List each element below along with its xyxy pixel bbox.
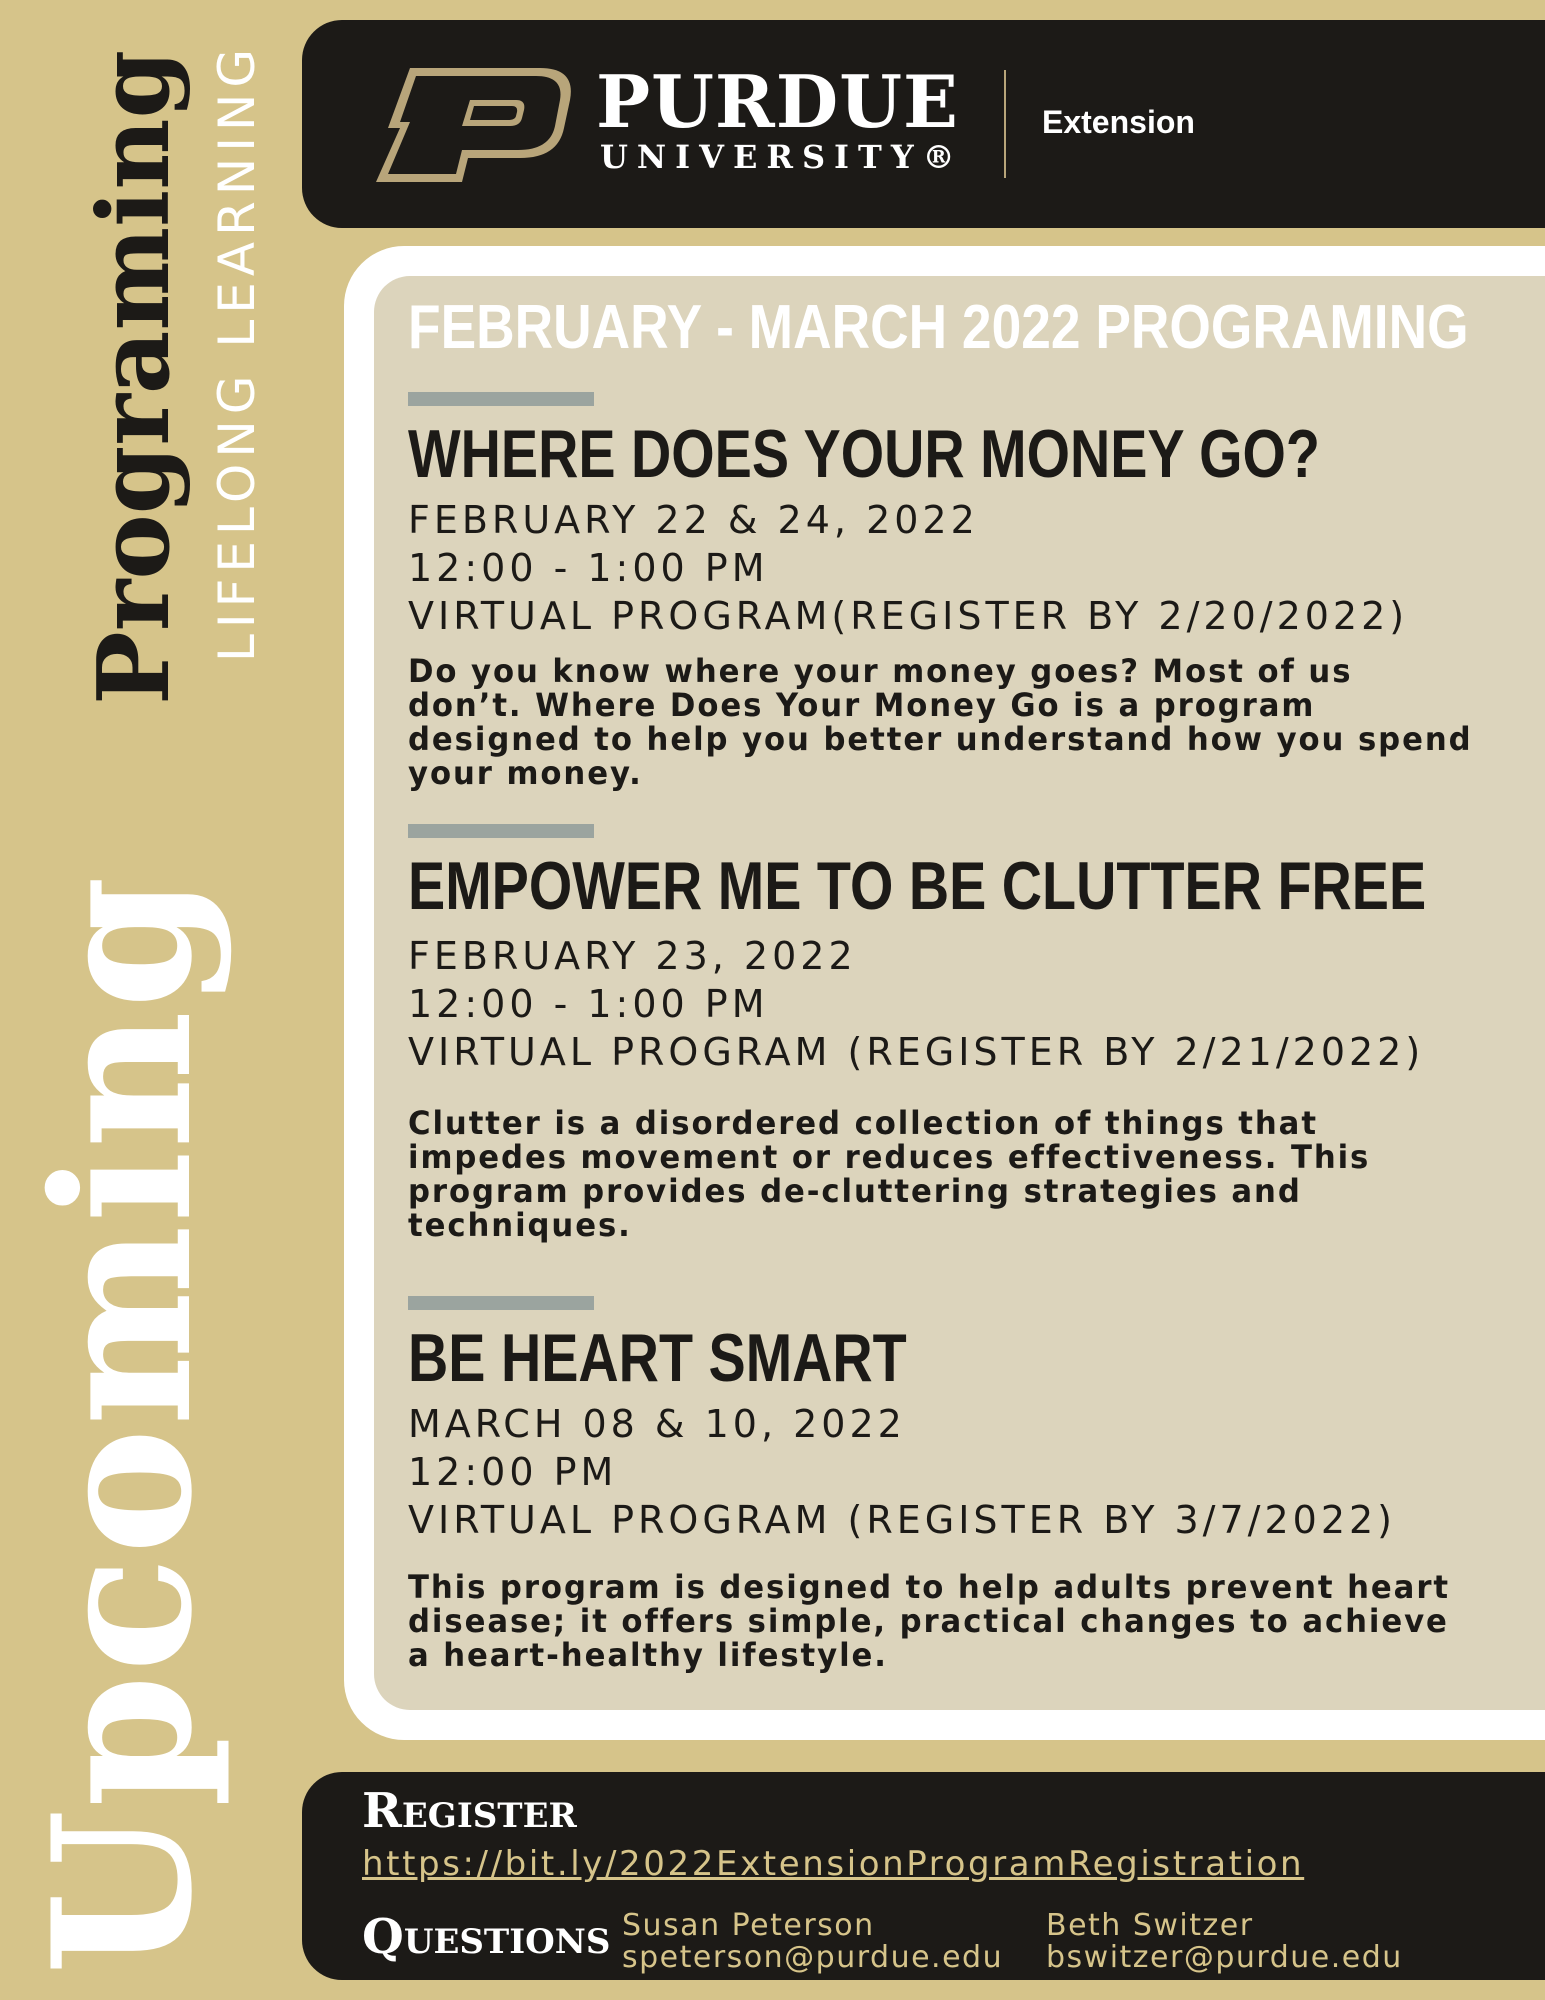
card-title: FEBRUARY - MARCH 2022 PROGRAMING <box>408 293 1469 362</box>
side-subtitle-lifelong-learning: LIFELONG LEARNING <box>208 42 266 662</box>
side-title-upcoming: Upcoming <box>11 873 234 1975</box>
contact-name: Susan Peterson <box>622 1908 875 1943</box>
program-location: VIRTUAL PROGRAM (REGISTER BY 2/21/2022) <box>408 1030 1425 1074</box>
purdue-p-logo-icon <box>370 66 580 184</box>
university-wordmark: UNIVERSITY® <box>600 138 964 176</box>
program-title: EMPOWER ME TO BE CLUTTER FREE <box>408 848 1427 924</box>
program-location: VIRTUAL PROGRAM(REGISTER BY 2/20/2022) <box>408 594 1409 638</box>
program-description: This program is designed to help adults prevent heart disease; it offers simple, practical changes to achieve a heart-healthy lifestyle. <box>408 1568 1450 1674</box>
side-title-programing: Programing <box>77 49 192 705</box>
header-banner <box>302 20 1545 228</box>
program-title: BE HEART SMART <box>408 1320 907 1396</box>
section-accent-bar <box>408 392 594 406</box>
contact-name: Beth Switzer <box>1046 1908 1254 1943</box>
program-time: 12:00 - 1:00 PM <box>408 982 769 1026</box>
header-divider <box>1004 70 1006 178</box>
purdue-wordmark: PURDUE <box>596 59 959 144</box>
questions-label: Questions <box>362 1909 611 1965</box>
footer-banner <box>302 1772 1545 1980</box>
contact-susan-peterson <box>622 1910 1003 1974</box>
contact-email[interactable]: speterson@purdue.edu <box>622 1940 1004 1975</box>
program-section <box>408 392 1528 790</box>
program-description: Clutter is a disordered collection of things that impedes movement or reduces effectiveness. This program provides de-cluttering strategies and techniques. <box>408 1104 1371 1244</box>
contact-beth-switzer <box>1046 1910 1403 1974</box>
register-label: Register <box>362 1783 577 1839</box>
program-date: FEBRUARY 23, 2022 <box>408 934 857 978</box>
program-description: Do you know where your money goes? Most of us don’t. Where Does Your Money Go is a program designed to help you better understand how you spend your money. <box>408 652 1473 792</box>
extension-label: Extension <box>1042 104 1195 140</box>
section-accent-bar <box>408 824 594 838</box>
register-link[interactable]: https://bit.ly/2022ExtensionProgramRegistration <box>362 1844 1305 1884</box>
program-time: 12:00 - 1:00 PM <box>408 546 769 590</box>
program-date: FEBRUARY 22 & 24, 2022 <box>408 498 979 542</box>
program-section <box>408 1296 1528 1672</box>
program-time: 12:00 PM <box>408 1450 618 1494</box>
program-title: WHERE DOES YOUR MONEY GO? <box>408 416 1320 492</box>
program-location: VIRTUAL PROGRAM (REGISTER BY 3/7/2022) <box>408 1498 1396 1542</box>
program-section <box>408 824 1528 1242</box>
program-date: MARCH 08 & 10, 2022 <box>408 1402 906 1446</box>
section-accent-bar <box>408 1296 594 1310</box>
contact-email[interactable]: bswitzer@purdue.edu <box>1046 1940 1403 1975</box>
